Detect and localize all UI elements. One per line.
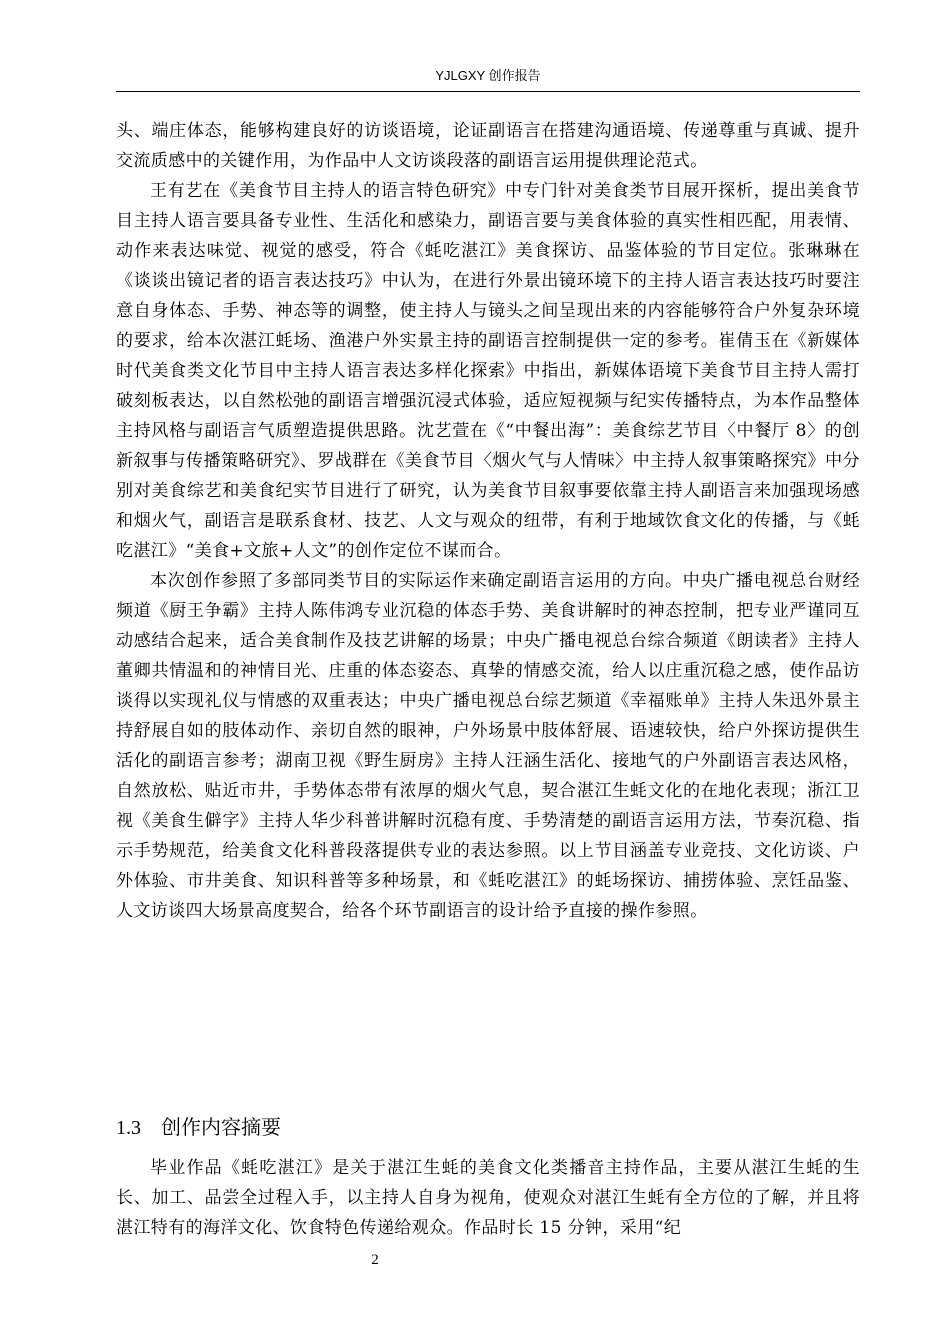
section-title: 创作内容摘要 [161,1115,281,1139]
section-body [116,1153,860,1243]
body-text [116,116,860,926]
section-number: 1.3 [116,1117,141,1139]
paragraph-literature-review: 王有艺在《美食节目主持人的语言特色研究》中专门针对美食类节目展开探析，提出美食节目主持人语言要具备专业性、生活化和感染力，副语言要与美食体验的真实性相匹配，用表情、动作来表达味觉、视觉的感受，符合《蚝吃湛江》美食探访、品鉴体验的节目定位。张琳琳在《谈谈出镜记者的语言表达技巧》中认为，在进行外景出镜环境下的主持人语言表达技巧时要注意自身体态、手势、神态等的调整，使主持人与镜头之间呈现出来的内容能够符合户外复杂环境的要求，给本次湛江蚝场、渔港户外实景主持的副语言控制提供一定的参考。崔倩玉在《新媒体时代美食类文化节目中主持人语言表达多样化探索》中指出，新媒体语境下美食节目主持人需打破刻板表达，以自然松弛的副语言增强沉浸式体验，适应短视频与纪实传播特点，为本作品整体主持风格与副语言气质塑造提供思路。沈艺萱在《“中餐出海”：美食综艺节目〈中餐厅 8〉的创新叙事与传播策略研究》、罗战群在《美食节目〈烟火气与人情味〉中主持人叙事策略探究》中分别对美食综艺和美食纪实节目进行了研究，认为美食节目叙事要依靠主持人副语言来加强现场感和烟火气，副语言是联系食材、技艺、人文与观众的纽带，有利于地域饮食文化的传播，与《蚝吃湛江》“美食+文旅+人文”的创作定位不谋而合。 [116,181,860,561]
header-divider [116,91,860,92]
section-heading [116,1112,860,1143]
paragraph-reference-programs: 本次创作参照了多部同类节目的实际运作来确定副语言运用的方向。中央广播电视总台财经频道《厨王争霸》主持人陈伟鸿专业沉稳的体态手势、美食讲解时的神态控制，把专业严谨同互动感结合起来，适合美食制作及技艺讲解的场景；中央广播电视总台综合频道《朗读者》主持人董卿共情温和的神情目光、庄重的体态姿态、真挚的情感交流，给人以庄重沉稳之感，使作品访谈得以实现礼仪与情感的双重表达；中央广播电视总台综艺频道《幸福账单》主持人朱迅外景主持舒展自如的肢体动作、亲切自然的眼神，户外场景中肢体舒展、语速较快，给户外探访提供生活化的副语言参考；湖南卫视《野生厨房》主持人汪涵生活化、接地气的户外副语言表达风格，自然放松、贴近市井，手势体态带有浓厚的烟火气息，契合湛江生蚝文化的在地化表现；浙江卫视《美食生僻字》主持人华少科普讲解时沉稳有度、手势清楚的副语言运用方法，节奏沉稳、指示手势规范，给美食文化科普段落提供专业的表达参照。以上节目涵盖专业竞技、文化访谈、户外体验、市井美食、知识科普等多种场景，和《蚝吃湛江》的蚝场探访、捕捞体验、烹饪品鉴、人文访谈四大场景高度契合，给各个环节副语言的设计给予直接的操作参照。 [116,571,860,921]
page-number: 2 [371,1252,379,1268]
paragraph-continued: 头、端庄体态，能够构建良好的访谈语境，论证副语言在搭建沟通语境、传递尊重与真诚、提升交流质感中的关键作用，为作品中人文访谈段落的副语言运用提供理论范式。 [116,121,860,171]
paragraph-summary: 毕业作品《蚝吃湛江》是关于湛江生蚝的美食文化类播音主持作品，主要从湛江生蚝的生长、加工、品尝全过程入手，以主持人自身为视角，使观众对湛江生蚝有全方位的了解，并且将湛江特有的海洋文化、饮食特色传递给观众。作品时长 15 分钟，采用“纪 [116,1158,860,1238]
running-header: YJLGXY 创作报告 [435,68,541,83]
